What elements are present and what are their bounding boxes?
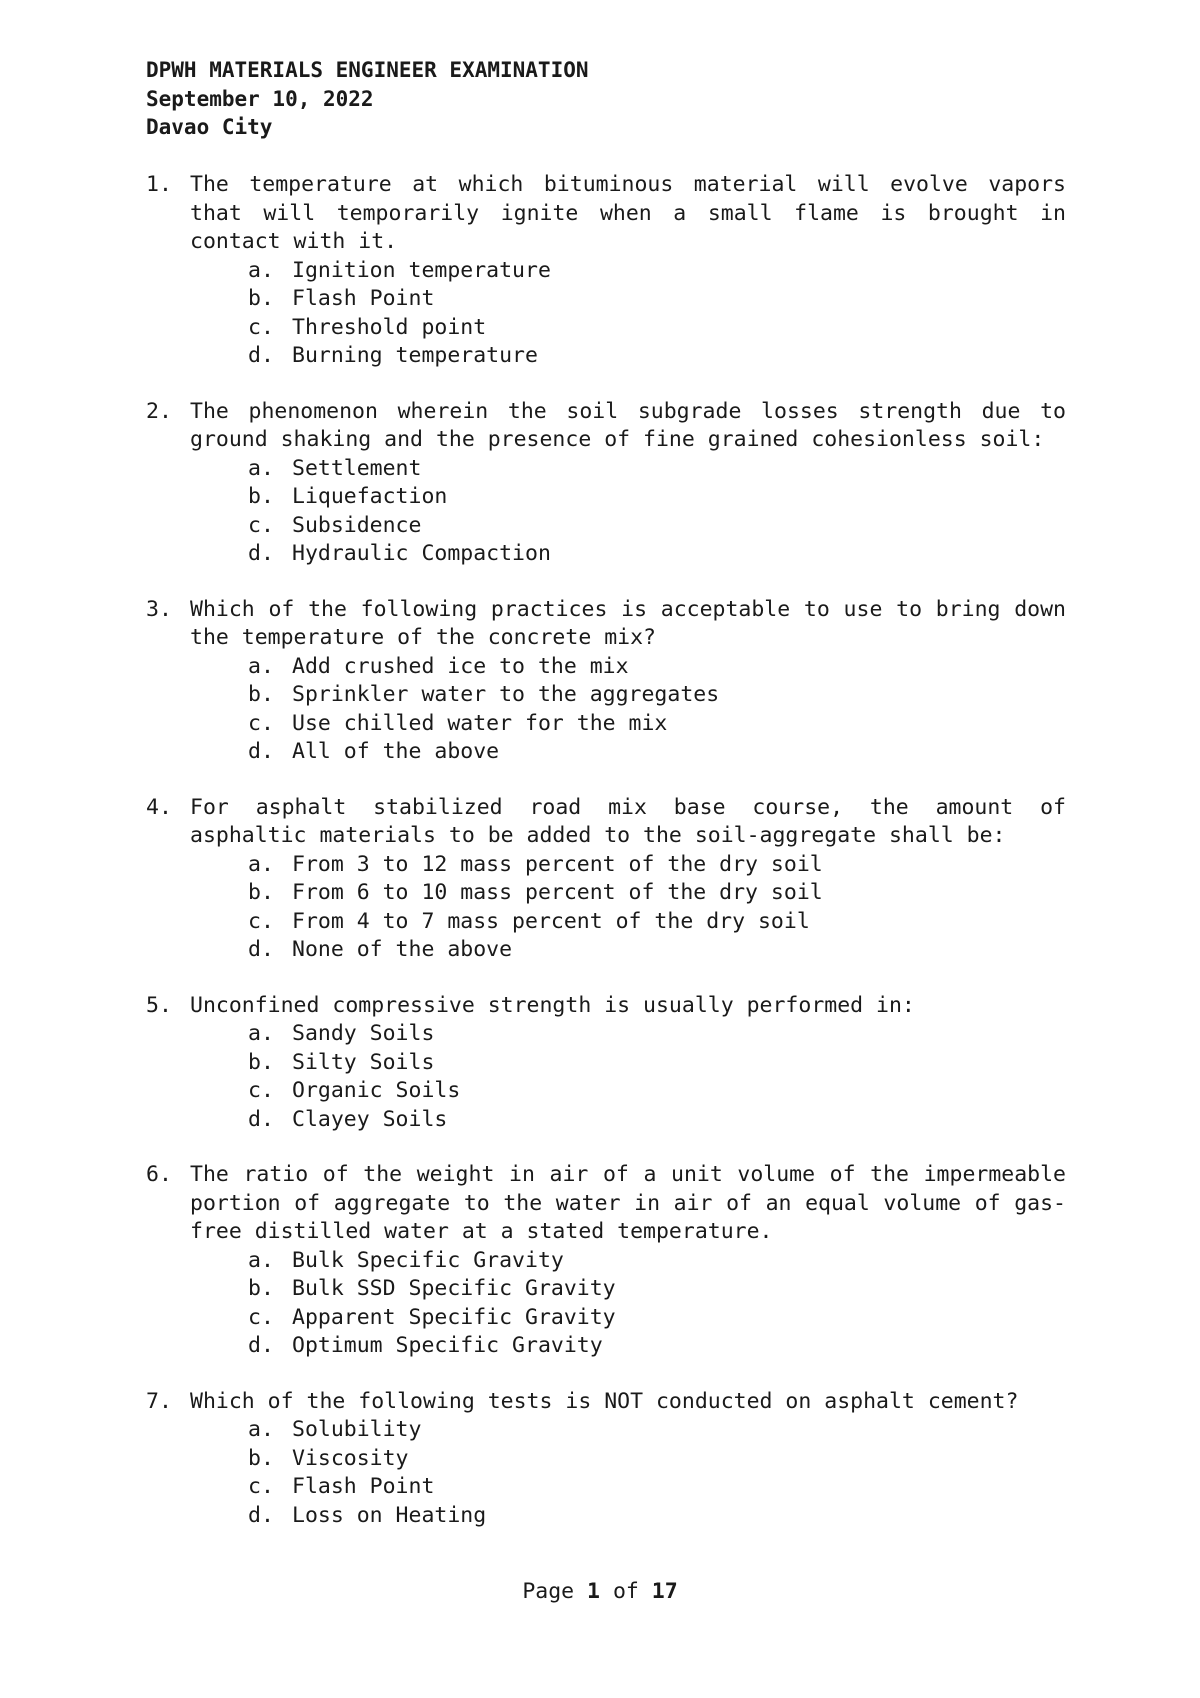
question-text: The temperature at which bituminous material will evolve vapors that will temporarily ignite when a small flame is brought in contact with it. — [190, 172, 1066, 254]
question-list — [146, 171, 1066, 1557]
question-number: 1. — [146, 172, 172, 197]
choice-letter: d. — [248, 1502, 274, 1528]
choice-item — [248, 342, 1066, 371]
question-item — [146, 398, 1066, 569]
choice-text: Bulk Specific Gravity — [292, 1247, 564, 1273]
choice-item — [248, 936, 1066, 965]
question-text: Which of the following practices is acceptable to use to bring down the temperature of the concrete mix? — [190, 596, 1066, 650]
choice-letter: a. — [248, 1417, 274, 1442]
choice-item — [248, 1049, 1066, 1078]
choice-text: Settlement — [292, 455, 422, 481]
choice-letter: c. — [248, 1078, 274, 1103]
choice-letter: d. — [248, 739, 274, 764]
question-item — [146, 1388, 1066, 1531]
choice-letter: b. — [248, 1276, 274, 1301]
choice-letter: d. — [248, 937, 274, 962]
choice-list — [248, 1416, 1066, 1530]
choice-text: Threshold point — [292, 314, 487, 340]
choice-letter: a. — [248, 653, 274, 679]
choice-item — [248, 1304, 1066, 1333]
page-footer — [0, 1579, 1200, 1604]
choice-text: Hydraulic Compaction — [292, 541, 551, 566]
choice-item — [248, 879, 1066, 908]
question-text: Which of the following tests is NOT conducted on asphalt cement? — [190, 1388, 1019, 1414]
exam-location: Davao City — [146, 115, 273, 139]
choice-text: Solubility — [292, 1417, 422, 1442]
current-page-number: 1 — [587, 1579, 600, 1604]
choice-letter: b. — [248, 880, 274, 905]
choice-letter: c. — [248, 908, 274, 934]
page-label: Page — [522, 1579, 575, 1604]
choice-letter: a. — [248, 455, 274, 481]
choice-list — [248, 1020, 1066, 1134]
question-text: Unconfined compressive strength is usually performed in: — [190, 992, 915, 1018]
question-item — [146, 171, 1066, 371]
choice-text: From 6 to 10 mass percent of the dry soil — [292, 880, 823, 905]
choice-text: Clayey Soils — [292, 1106, 448, 1132]
choice-item — [248, 455, 1066, 484]
exam-header — [146, 56, 589, 142]
exam-title: DPWH MATERIALS ENGINEER EXAMINATION — [146, 58, 589, 82]
choice-letter: c. — [248, 1304, 274, 1330]
choice-text: From 4 to 7 mass percent of the dry soil — [292, 908, 810, 934]
choice-item — [248, 257, 1066, 286]
choice-letter: c. — [248, 314, 274, 340]
choice-item — [248, 285, 1066, 314]
choice-item — [248, 1416, 1066, 1445]
choice-item — [248, 1020, 1066, 1049]
choice-letter: a. — [248, 1247, 274, 1273]
choice-text: From 3 to 12 mass percent of the dry soil — [292, 851, 823, 877]
choice-letter: b. — [248, 682, 274, 707]
choice-letter: c. — [248, 512, 274, 538]
choice-text: Burning temperature — [292, 343, 538, 368]
question-text: The ratio of the weight in air of a unit volume of the impermeable portion of aggregate to the water in air of an equal volume of gas-free distilled water at a stated temperature. — [190, 1162, 1066, 1244]
choice-letter: d. — [248, 343, 274, 368]
question-number: 6. — [146, 1162, 172, 1187]
choice-letter: a. — [248, 257, 274, 283]
choice-item — [248, 1473, 1066, 1502]
choice-item — [248, 653, 1066, 682]
question-text: The phenomenon wherein the soil subgrade losses strength due to ground shaking and the presence of fine grained cohesionless soil: — [190, 398, 1066, 452]
of-label: of — [612, 1579, 639, 1604]
choice-item — [248, 512, 1066, 541]
choice-list — [248, 851, 1066, 965]
choice-text: Subsidence — [292, 512, 422, 538]
choice-list — [248, 1247, 1066, 1361]
choice-letter: b. — [248, 1049, 274, 1075]
choice-list — [248, 257, 1066, 371]
question-text: For asphalt stabilized road mix base course, the amount of asphaltic materials to be added to the soil-aggregate shall be: — [190, 794, 1066, 848]
choice-letter: c. — [248, 710, 274, 736]
choice-text: Liquefaction — [292, 484, 448, 509]
choice-letter: b. — [248, 1445, 274, 1471]
choice-text: Silty Soils — [292, 1049, 435, 1075]
choice-text: Use chilled water for the mix — [292, 710, 668, 736]
choice-item — [248, 1247, 1066, 1276]
choice-list — [248, 455, 1066, 569]
question-number: 7. — [146, 1388, 172, 1414]
choice-letter: b. — [248, 484, 274, 509]
choice-text: Flash Point — [292, 286, 435, 311]
choice-item — [248, 1502, 1066, 1531]
question-item — [146, 596, 1066, 767]
choice-letter: d. — [248, 1106, 274, 1132]
choice-item — [248, 710, 1066, 739]
choice-item — [248, 1106, 1066, 1135]
choice-item — [248, 738, 1066, 767]
choice-letter: a. — [248, 1021, 274, 1046]
choice-letter: d. — [248, 541, 274, 566]
question-number: 2. — [146, 398, 172, 424]
choice-text: Sprinkler water to the aggregates — [292, 682, 720, 707]
choice-list — [248, 653, 1066, 767]
choice-item — [248, 851, 1066, 880]
choice-item — [248, 908, 1066, 937]
choice-text: Ignition temperature — [292, 257, 551, 283]
question-item — [146, 992, 1066, 1135]
choice-letter: a. — [248, 851, 274, 877]
question-item — [146, 794, 1066, 965]
exam-date: September 10, 2022 — [146, 86, 374, 111]
choice-letter: b. — [248, 286, 274, 311]
choice-text: Flash Point — [292, 1474, 435, 1499]
choice-item — [248, 1332, 1066, 1361]
choice-item — [248, 1445, 1066, 1474]
question-item — [146, 1161, 1066, 1361]
choice-letter: c. — [248, 1474, 274, 1499]
choice-text: Add crushed ice to the mix — [292, 653, 629, 679]
choice-text: None of the above — [292, 937, 513, 962]
choice-item — [248, 1275, 1066, 1304]
total-pages-number: 17 — [651, 1579, 678, 1604]
choice-letter: d. — [248, 1333, 274, 1358]
question-number: 3. — [146, 596, 172, 622]
choice-item — [248, 681, 1066, 710]
choice-text: Loss on Heating — [292, 1502, 487, 1528]
choice-text: Apparent Specific Gravity — [292, 1304, 616, 1330]
choice-text: Organic Soils — [292, 1078, 461, 1103]
question-number: 4. — [146, 794, 172, 820]
choice-text: Optimum Specific Gravity — [292, 1333, 603, 1358]
choice-text: All of the above — [292, 739, 500, 764]
question-number: 5. — [146, 992, 172, 1018]
choice-item — [248, 314, 1066, 343]
choice-text: Sandy Soils — [292, 1021, 435, 1046]
choice-item — [248, 540, 1066, 569]
choice-item — [248, 1077, 1066, 1106]
choice-item — [248, 483, 1066, 512]
choice-text: Viscosity — [292, 1445, 409, 1471]
choice-text: Bulk SSD Specific Gravity — [292, 1276, 616, 1301]
